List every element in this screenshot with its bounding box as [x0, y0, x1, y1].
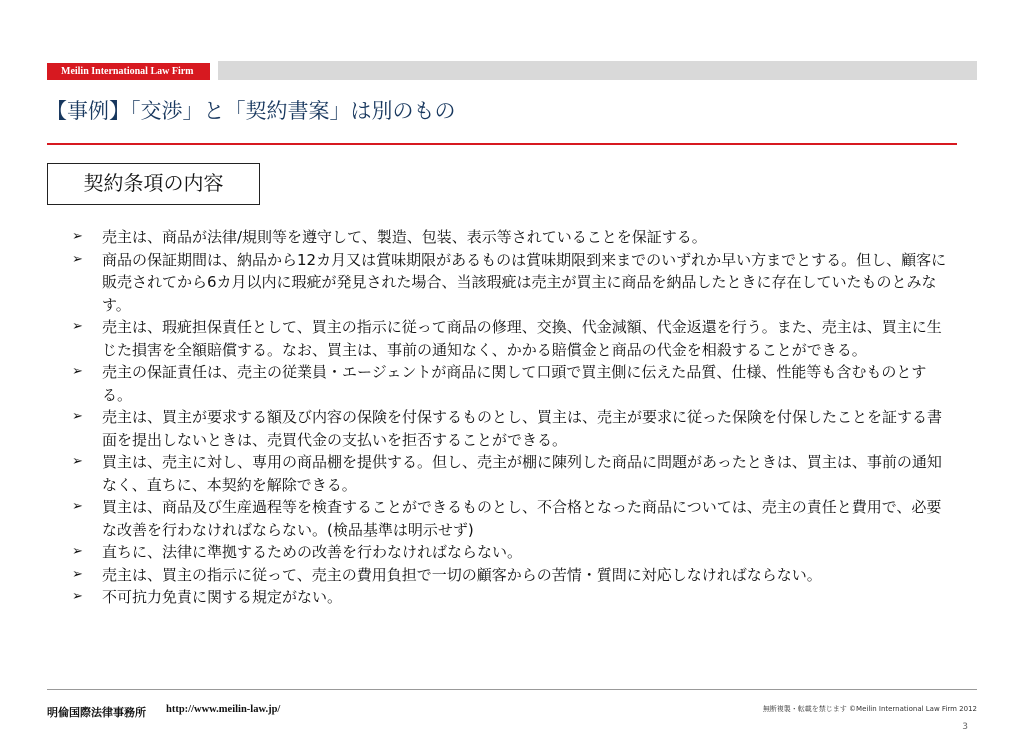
arrow-bullet-icon: ➢ [72, 229, 83, 244]
brand-name: Meilin International Law Firm [61, 66, 194, 77]
clause-item [72, 361, 952, 406]
clause-text: 売主は、瑕疵担保責任として、買主の指示に従って商品の修理、交換、代金減額、代金返還を行う。また、売主は、買主に生じた損害を全額賠償する。なお、買主は、事前の通知なく、かかる賠償金と商品の代金を相殺することができる。 [102, 318, 942, 359]
clause-text: 売主は、買主が要求する額及び内容の保険を付保するものとし、買主は、売主が要求に従った保険を付保したことを証する書面を提出しないときは、売買代金の支払いを拒否することができる。 [102, 408, 943, 449]
clause-text: 不可抗力免責に関する規定がない。 [102, 588, 343, 606]
clause-text: 買主は、商品及び生産過程等を検査することができるものとし、不合格となった商品については、売主の責任と費用で、必要な改善を行わなければならない。(検品基準は明示せず) [102, 498, 942, 539]
section-heading-box [47, 163, 260, 205]
clause-item [72, 316, 952, 361]
footer-copyright: 無断複製・転載を禁じます ©Meilin International Law Firm 2012 [762, 705, 977, 713]
arrow-bullet-icon: ➢ [72, 499, 83, 514]
arrow-bullet-icon: ➢ [72, 566, 83, 582]
clause-text: 買主は、売主に対し、専用の商品棚を提供する。但し、売主が棚に陳列した商品に問題があったときは、買主は、事前の通知なく、直ちに、本契約を解除できる。 [102, 453, 942, 494]
clause-item [72, 406, 952, 451]
clause-item [72, 586, 952, 609]
arrow-bullet-icon: ➢ [72, 589, 83, 604]
slide-title: 【事例】「交渉」と「契約書案」は別のもの [46, 99, 456, 123]
header-grey-bar [218, 61, 977, 80]
clause-item [72, 541, 952, 564]
clause-text: 売主は、買主の指示に従って、売主の費用負担で一切の顧客からの苦情・質問に対応しなければならない。 [102, 565, 822, 584]
clause-text: 直ちに、法律に準拠するための改善を行わなければならない。 [102, 543, 523, 561]
clause-item [72, 496, 952, 541]
clause-text: 売主の保証責任は、売主の従業員・エージェントが商品に関して口頭で買主側に伝えた品質、仕様、性能等も含むものとする。 [102, 363, 927, 404]
clause-text: 売主は、商品が法律/規則等を遵守して、製造、包装、表示等されていることを保証する。 [102, 228, 707, 246]
brand-bar [47, 63, 210, 80]
section-heading: 契約条項の内容 [83, 171, 224, 195]
clause-list [72, 226, 952, 609]
page-number: 3 [962, 722, 968, 732]
arrow-bullet-icon: ➢ [72, 319, 83, 334]
arrow-bullet-icon: ➢ [72, 454, 83, 469]
clause-item [72, 249, 952, 317]
clause-item [72, 451, 952, 496]
clause-item [72, 564, 952, 587]
clause-item [72, 226, 952, 249]
footer-url-link[interactable]: http://www.meilin-law.jp/ [166, 704, 281, 715]
arrow-bullet-icon: ➢ [72, 409, 83, 424]
arrow-bullet-icon: ➢ [72, 364, 83, 379]
arrow-bullet-icon: ➢ [72, 544, 83, 559]
footer-divider [47, 689, 977, 690]
arrow-bullet-icon: ➢ [72, 251, 83, 267]
clause-text: 商品の保証期間は、納品から12カ月又は賞味期限があるものは賞味期限到来までのいずれか早い方までとする。但し、顧客に販売されてから6カ月以内に瑕疵が発見された場合、当該瑕疵は売主が買主に商品を納品したときに存在していたものとみなす。 [102, 250, 947, 314]
footer-firm-name: 明倫国際法律事務所 [47, 706, 146, 719]
title-divider [47, 143, 957, 145]
